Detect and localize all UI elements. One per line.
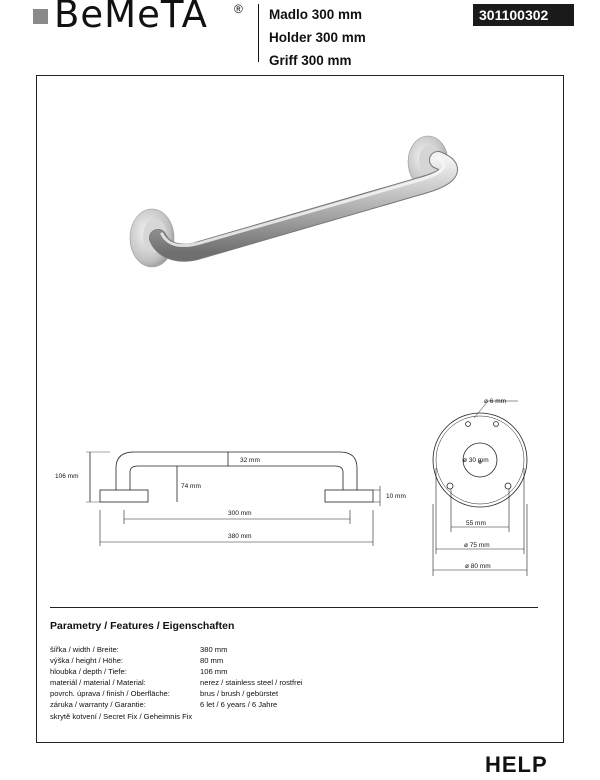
dim-base-thickness: 10 mm (386, 493, 406, 500)
spec-value: 80 mm (200, 656, 224, 666)
spec-row (50, 688, 303, 699)
brand-logo: BeMeTA (54, 0, 208, 36)
header-divider (258, 4, 259, 62)
spec-row (50, 655, 303, 666)
spec-divider (50, 607, 538, 608)
logo-mark (33, 9, 48, 24)
spec-key: materiál / material / Material: (50, 678, 146, 688)
spec-row (50, 711, 303, 722)
spec-row (50, 677, 303, 688)
registered-mark: ® (234, 2, 243, 16)
spec-row (50, 699, 303, 710)
dim-rosette-dia: ø 75 mm (464, 542, 490, 549)
dim-center-dia: ø 30 mm (463, 457, 489, 464)
spec-value: 6 let / 6 years / 6 Jahre (200, 700, 278, 710)
spec-key: výška / height / Höhe: (50, 656, 124, 666)
spec-key: hloubka / depth / Tiefe: (50, 667, 127, 677)
dim-hole-dia: ø 6 mm (484, 398, 507, 405)
spec-row (50, 666, 303, 677)
spec-value: 380 mm (200, 645, 228, 654)
spec-value: nerez / stainless steel / rostfrei (200, 678, 303, 688)
spec-key: záruka / warranty / Garantie: (50, 700, 146, 710)
side-view-drawing (50, 440, 406, 560)
spec-row (50, 644, 303, 655)
front-view-drawing (418, 394, 538, 579)
dim-tube-width: 32 mm (240, 457, 260, 464)
spec-table (50, 644, 303, 722)
title-en: Holder 300 mm (269, 30, 366, 45)
help-label: HELP (485, 752, 548, 777)
product-titles (269, 3, 366, 72)
dim-height-total: 106 mm (55, 473, 79, 480)
spec-key: skrytě kotvení / Secret Fix / Geheimnis Fix (50, 711, 193, 721)
spec-value: brus / brush / gebürstet (200, 689, 279, 699)
title-cz: Madlo 300 mm (269, 7, 363, 22)
product-code: 301100302 (473, 4, 574, 26)
spec-key: šířka / width / Breite: (50, 645, 119, 654)
dim-hole-spacing: 55 mm (466, 520, 486, 527)
spec-value: 106 mm (200, 667, 228, 677)
features-title: Parametry / Features / Eigenschaften (50, 620, 235, 632)
dim-inner-length: 300 mm (228, 510, 252, 517)
spec-key: povrch. úprava / finish / Oberfläche: (50, 689, 170, 699)
dim-inner-height: 74 mm (181, 483, 201, 490)
dim-outer-dia: ø 80 mm (465, 563, 491, 570)
left-base (100, 490, 148, 502)
product-photo (120, 120, 470, 280)
right-base (325, 490, 373, 502)
title-de: Griff 300 mm (269, 53, 352, 68)
dim-total-length: 380 mm (228, 533, 252, 540)
